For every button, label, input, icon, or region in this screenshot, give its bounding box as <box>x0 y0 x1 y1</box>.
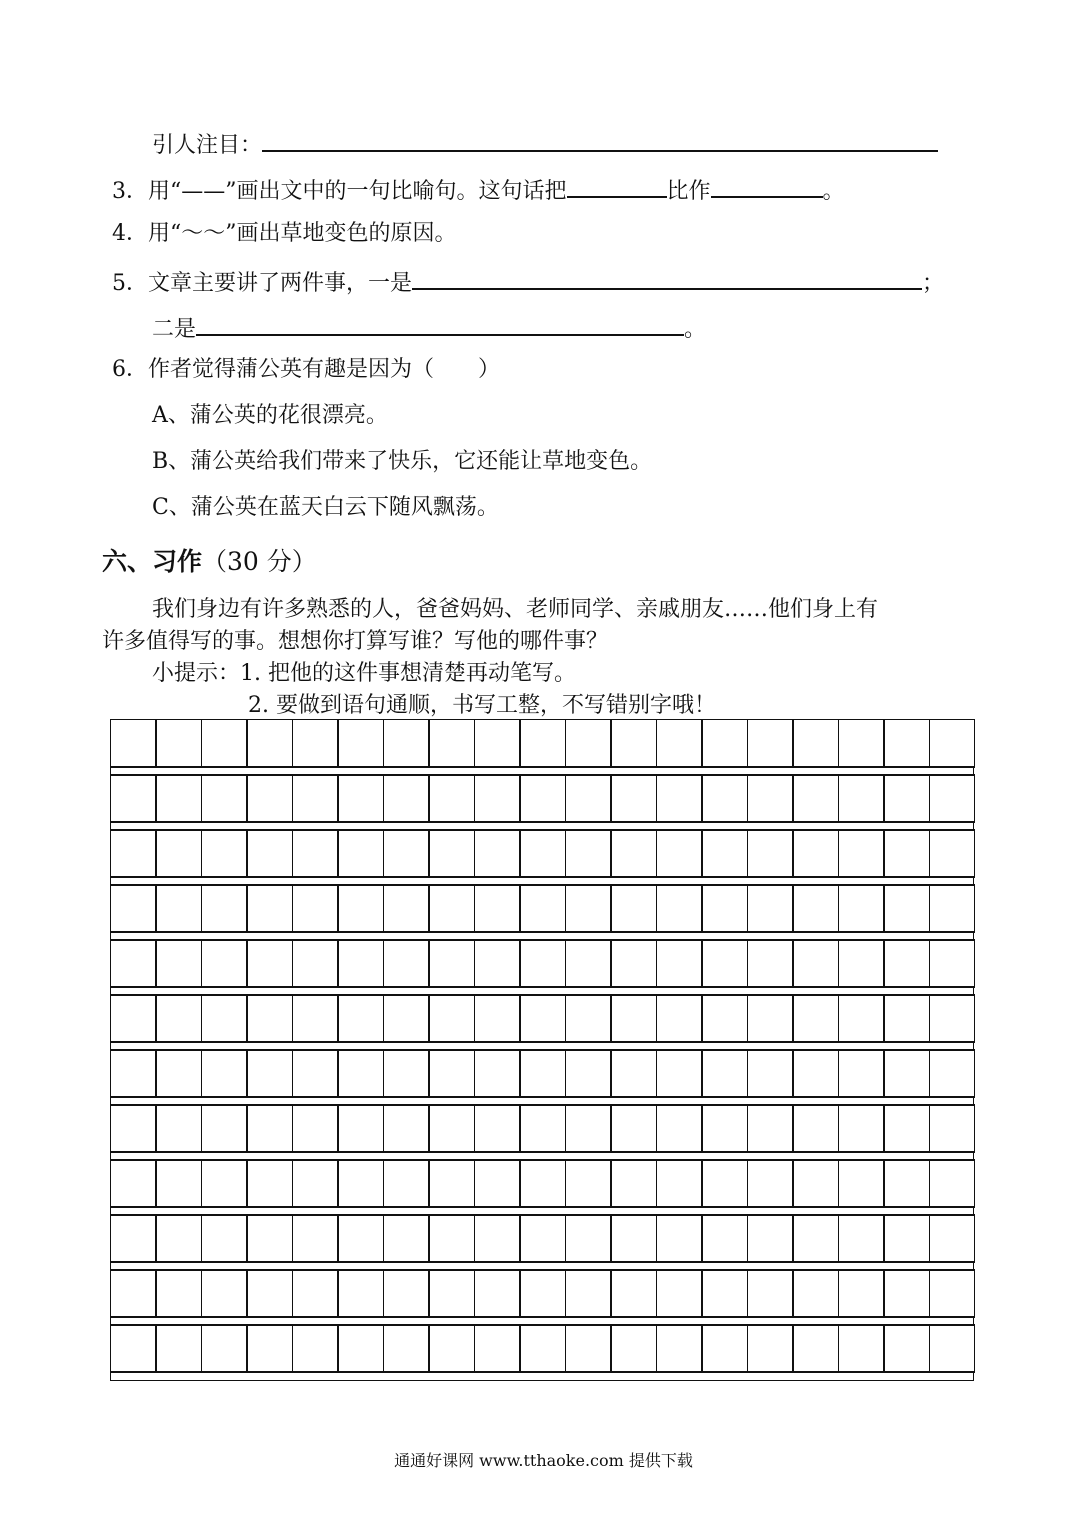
grid-cell[interactable] <box>610 939 657 988</box>
grid-cell[interactable] <box>201 829 248 878</box>
grid-cell[interactable] <box>383 774 430 823</box>
grid-cell[interactable] <box>519 1269 566 1318</box>
question-5-blank-b[interactable] <box>196 312 684 336</box>
grid-cell[interactable] <box>610 774 657 823</box>
grid-cell[interactable] <box>110 1269 157 1318</box>
question-3 <box>112 174 845 206</box>
question-3-blank-a[interactable] <box>567 174 667 198</box>
grid-cell[interactable] <box>474 719 521 768</box>
grid-cell[interactable] <box>656 1104 703 1153</box>
option-b[interactable]: B、蒲公英给我们带来了快乐，它还能让草地变色。 <box>152 449 653 474</box>
question-3-number: 3． <box>112 179 148 204</box>
grid-cell[interactable] <box>656 774 703 823</box>
grid-cell[interactable] <box>474 1104 521 1153</box>
grid-cell[interactable] <box>292 829 339 878</box>
grid-cell[interactable] <box>155 719 202 768</box>
grid-cell[interactable] <box>337 1049 384 1098</box>
grid-cell[interactable] <box>883 774 930 823</box>
grid-cell[interactable] <box>701 829 748 878</box>
grid-cell[interactable] <box>155 774 202 823</box>
grid-cell[interactable] <box>701 939 748 988</box>
grid-cell[interactable] <box>246 1269 293 1318</box>
grid-cell[interactable] <box>246 884 293 933</box>
grid-cell[interactable] <box>519 1104 566 1153</box>
grid-cell[interactable] <box>610 994 657 1043</box>
grid-cell[interactable] <box>838 774 885 823</box>
grid-cell[interactable] <box>792 1324 839 1373</box>
grid-cell[interactable] <box>838 1159 885 1208</box>
grid-cell[interactable] <box>110 939 157 988</box>
tip-2: 2. 要做到语句通顺，书写工整，不写错别字哦！ <box>248 693 716 718</box>
grid-cell[interactable] <box>610 1269 657 1318</box>
grid-cell[interactable] <box>155 884 202 933</box>
grid-cell[interactable] <box>701 1104 748 1153</box>
grid-row-spacer <box>110 1371 974 1381</box>
grid-cell[interactable] <box>929 1159 976 1208</box>
grid-cell[interactable] <box>337 1324 384 1373</box>
grid-cell[interactable] <box>337 774 384 823</box>
grid-cell[interactable] <box>747 719 794 768</box>
grid-cell[interactable] <box>292 1269 339 1318</box>
grid-cell[interactable] <box>838 719 885 768</box>
option-c[interactable]: C、蒲公英在蓝天白云下随风飘荡。 <box>152 495 499 520</box>
question-5-second-line <box>152 312 706 344</box>
section-6-points: （30 分） <box>202 547 317 576</box>
grid-cell[interactable] <box>201 1324 248 1373</box>
grid-cell[interactable] <box>747 939 794 988</box>
grid-cell[interactable] <box>292 994 339 1043</box>
grid-cell[interactable] <box>292 1104 339 1153</box>
grid-cell[interactable] <box>155 1214 202 1263</box>
grid-cell[interactable] <box>337 1269 384 1318</box>
grid-cell[interactable] <box>201 884 248 933</box>
section-6-title: 六、习作 <box>102 547 203 576</box>
grid-cell[interactable] <box>519 829 566 878</box>
grid-cell[interactable] <box>337 829 384 878</box>
grid-cell[interactable] <box>883 1159 930 1208</box>
grid-cell[interactable] <box>383 829 430 878</box>
grid-cell[interactable] <box>656 829 703 878</box>
grid-cell[interactable] <box>383 884 430 933</box>
grid-cell[interactable] <box>610 1324 657 1373</box>
question-4 <box>112 220 457 248</box>
grid-cell[interactable] <box>565 1159 612 1208</box>
question-2-line <box>152 128 938 160</box>
grid-cell[interactable] <box>701 774 748 823</box>
grid-cell[interactable] <box>201 1269 248 1318</box>
grid-cell[interactable] <box>519 884 566 933</box>
grid-cell[interactable] <box>565 994 612 1043</box>
grid-cell[interactable] <box>292 1049 339 1098</box>
grid-cell[interactable] <box>610 829 657 878</box>
grid-cell[interactable] <box>155 994 202 1043</box>
grid-cell[interactable] <box>747 829 794 878</box>
grid-cell[interactable] <box>519 1049 566 1098</box>
grid-cell[interactable] <box>383 994 430 1043</box>
grid-cell[interactable] <box>656 884 703 933</box>
grid-cell[interactable] <box>838 1104 885 1153</box>
grid-cell[interactable] <box>337 1104 384 1153</box>
grid-cell[interactable] <box>792 774 839 823</box>
grid-cell[interactable] <box>701 994 748 1043</box>
grid-cell[interactable] <box>883 939 930 988</box>
grid-cell[interactable] <box>929 829 976 878</box>
grid-cell[interactable] <box>701 1324 748 1373</box>
grid-cell[interactable] <box>656 994 703 1043</box>
question-6-text: 作者觉得蒲公英有趣是因为（ ） <box>148 357 501 382</box>
grid-cell[interactable] <box>292 1214 339 1263</box>
grid-cell[interactable] <box>155 1324 202 1373</box>
grid-cell[interactable] <box>656 719 703 768</box>
grid-cell[interactable] <box>110 994 157 1043</box>
grid-cell[interactable] <box>929 884 976 933</box>
grid-cell[interactable] <box>383 1214 430 1263</box>
question-3-text-b: 比作 <box>666 179 711 204</box>
grid-cell[interactable] <box>929 774 976 823</box>
grid-cell[interactable] <box>383 1269 430 1318</box>
grid-cell[interactable] <box>565 1269 612 1318</box>
footer-credit: 通通好课网 www.tthaoke.com 提供下载 <box>394 1451 693 1470</box>
grid-cell[interactable] <box>337 939 384 988</box>
grid-cell[interactable] <box>292 884 339 933</box>
question-5-text: 文章主要讲了两件事，一是 <box>148 271 413 296</box>
grid-cell[interactable] <box>474 1269 521 1318</box>
grid-cell[interactable] <box>110 1324 157 1373</box>
grid-cell[interactable] <box>201 994 248 1043</box>
grid-cell[interactable] <box>610 1049 657 1098</box>
grid-cell[interactable] <box>656 1214 703 1263</box>
grid-cell[interactable] <box>701 1214 748 1263</box>
grid-cell[interactable] <box>383 939 430 988</box>
question-6 <box>112 356 500 384</box>
grid-cell[interactable] <box>610 1104 657 1153</box>
grid-cell[interactable] <box>292 1324 339 1373</box>
grid-cell[interactable] <box>383 719 430 768</box>
grid-cell[interactable] <box>246 939 293 988</box>
grid-cell[interactable] <box>474 1214 521 1263</box>
grid-cell[interactable] <box>428 884 475 933</box>
grid-cell[interactable] <box>792 939 839 988</box>
grid-cell[interactable] <box>110 1214 157 1263</box>
grid-cell[interactable] <box>246 774 293 823</box>
grid-cell[interactable] <box>929 1214 976 1263</box>
grid-cell[interactable] <box>201 1214 248 1263</box>
question-5-number: 5． <box>112 271 148 296</box>
grid-cell[interactable] <box>838 829 885 878</box>
grid-cell[interactable] <box>337 994 384 1043</box>
question-4-number: 4． <box>112 221 148 246</box>
grid-cell[interactable] <box>110 1104 157 1153</box>
grid-cell[interactable] <box>792 1104 839 1153</box>
grid-cell[interactable] <box>656 1269 703 1318</box>
grid-cell[interactable] <box>565 884 612 933</box>
grid-cell[interactable] <box>929 1049 976 1098</box>
grid-cell[interactable] <box>929 719 976 768</box>
question-2-label: 引人注目： <box>152 133 263 158</box>
grid-cell[interactable] <box>701 1159 748 1208</box>
grid-cell[interactable] <box>838 939 885 988</box>
grid-cell[interactable] <box>292 719 339 768</box>
grid-cell[interactable] <box>883 994 930 1043</box>
grid-cell[interactable] <box>610 719 657 768</box>
grid-cell[interactable] <box>883 1104 930 1153</box>
grid-cell[interactable] <box>929 994 976 1043</box>
grid-cell[interactable] <box>838 994 885 1043</box>
tip-1: 1. 把他的这件事想清楚再动笔写。 <box>240 661 577 686</box>
grid-cell[interactable] <box>565 1214 612 1263</box>
grid-cell[interactable] <box>838 1269 885 1318</box>
grid-cell[interactable] <box>792 829 839 878</box>
question-5-second-label: 二是 <box>152 317 197 342</box>
question-3-end: 。 <box>822 179 845 204</box>
prompt-line-1: 我们身边有许多熟悉的人，爸爸妈妈、老师同学、亲戚朋友……他们身上有 <box>152 597 879 622</box>
grid-cell[interactable] <box>656 1049 703 1098</box>
grid-cell[interactable] <box>201 1159 248 1208</box>
question-5 <box>112 266 944 298</box>
grid-cell[interactable] <box>474 1159 521 1208</box>
grid-cell[interactable] <box>474 1049 521 1098</box>
grid-cell[interactable] <box>428 1269 475 1318</box>
grid-cell[interactable] <box>610 1214 657 1263</box>
grid-cell[interactable] <box>201 774 248 823</box>
grid-cell[interactable] <box>155 1269 202 1318</box>
grid-cell[interactable] <box>428 994 475 1043</box>
grid-cell[interactable] <box>656 1324 703 1373</box>
grid-cell[interactable] <box>747 1269 794 1318</box>
tip-label: 小提示： <box>152 661 241 686</box>
grid-cell[interactable] <box>883 829 930 878</box>
question-2-blank[interactable] <box>262 128 938 152</box>
grid-cell[interactable] <box>246 1324 293 1373</box>
grid-cell[interactable] <box>747 1049 794 1098</box>
grid-cell[interactable] <box>246 1049 293 1098</box>
section-6-heading <box>102 547 317 577</box>
grid-cell[interactable] <box>929 1104 976 1153</box>
grid-cell[interactable] <box>110 829 157 878</box>
grid-cell[interactable] <box>792 1269 839 1318</box>
grid-cell[interactable] <box>701 719 748 768</box>
grid-cell[interactable] <box>747 774 794 823</box>
grid-cell[interactable] <box>565 719 612 768</box>
grid-cell[interactable] <box>519 719 566 768</box>
grid-cell[interactable] <box>565 939 612 988</box>
question-6-number: 6． <box>112 357 148 382</box>
grid-cell[interactable] <box>792 994 839 1043</box>
grid-cell[interactable] <box>155 1159 202 1208</box>
grid-cell[interactable] <box>292 939 339 988</box>
grid-cell[interactable] <box>201 939 248 988</box>
grid-cell[interactable] <box>474 884 521 933</box>
grid-cell[interactable] <box>246 829 293 878</box>
grid-cell[interactable] <box>428 719 475 768</box>
grid-cell[interactable] <box>337 884 384 933</box>
grid-cell[interactable] <box>792 719 839 768</box>
question-4-text: 用“～～”画出草地变色的原因。 <box>148 221 457 246</box>
grid-cell[interactable] <box>565 1104 612 1153</box>
grid-cell[interactable] <box>701 884 748 933</box>
grid-cell[interactable] <box>428 939 475 988</box>
prompt-line-2: 许多值得写的事。想想你打算写谁？写他的哪件事？ <box>102 629 609 654</box>
question-5-semicolon: ； <box>922 271 945 296</box>
grid-cell[interactable] <box>201 719 248 768</box>
grid-cell[interactable] <box>929 1324 976 1373</box>
grid-cell[interactable] <box>428 1159 475 1208</box>
grid-cell[interactable] <box>246 719 293 768</box>
grid-cell[interactable] <box>428 1049 475 1098</box>
grid-cell[interactable] <box>292 774 339 823</box>
grid-cell[interactable] <box>701 1269 748 1318</box>
writing-grid[interactable] <box>110 719 974 1382</box>
grid-cell[interactable] <box>929 939 976 988</box>
grid-cell[interactable] <box>474 774 521 823</box>
grid-cell[interactable] <box>337 1159 384 1208</box>
grid-cell[interactable] <box>383 1324 430 1373</box>
grid-cell[interactable] <box>246 1159 293 1208</box>
grid-cell[interactable] <box>519 1214 566 1263</box>
grid-cell[interactable] <box>201 1049 248 1098</box>
grid-cell[interactable] <box>610 884 657 933</box>
grid-cell[interactable] <box>155 1104 202 1153</box>
grid-cell[interactable] <box>883 719 930 768</box>
grid-cell[interactable] <box>792 1049 839 1098</box>
grid-cell[interactable] <box>110 774 157 823</box>
grid-cell[interactable] <box>883 1214 930 1263</box>
grid-cell[interactable] <box>110 719 157 768</box>
grid-cell[interactable] <box>565 829 612 878</box>
grid-cell[interactable] <box>747 1324 794 1373</box>
question-3-text: 用“——”画出文中的一句比喻句。这句话把 <box>148 179 567 204</box>
grid-cell[interactable] <box>701 1049 748 1098</box>
grid-cell[interactable] <box>110 884 157 933</box>
grid-cell[interactable] <box>428 1324 475 1373</box>
grid-cell[interactable] <box>474 829 521 878</box>
option-a[interactable]: A、蒲公英的花很漂亮。 <box>152 403 388 428</box>
grid-cell[interactable] <box>883 1049 930 1098</box>
grid-cell[interactable] <box>747 1159 794 1208</box>
grid-cell[interactable] <box>883 884 930 933</box>
grid-cell[interactable] <box>337 1214 384 1263</box>
grid-cell[interactable] <box>474 939 521 988</box>
grid-cell[interactable] <box>610 1159 657 1208</box>
grid-cell[interactable] <box>519 774 566 823</box>
grid-cell[interactable] <box>747 1214 794 1263</box>
grid-cell[interactable] <box>792 1214 839 1263</box>
grid-cell[interactable] <box>519 939 566 988</box>
grid-cell[interactable] <box>428 829 475 878</box>
grid-cell[interactable] <box>792 884 839 933</box>
grid-cell[interactable] <box>474 994 521 1043</box>
grid-cell[interactable] <box>110 1159 157 1208</box>
grid-cell[interactable] <box>428 1214 475 1263</box>
grid-cell[interactable] <box>519 1324 566 1373</box>
grid-cell[interactable] <box>110 1049 157 1098</box>
grid-cell[interactable] <box>246 994 293 1043</box>
grid-cell[interactable] <box>565 774 612 823</box>
grid-cell[interactable] <box>155 829 202 878</box>
grid-cell[interactable] <box>883 1324 930 1373</box>
grid-cell[interactable] <box>838 1049 885 1098</box>
grid-cell[interactable] <box>383 1159 430 1208</box>
tip-line-1 <box>152 660 576 688</box>
grid-cell[interactable] <box>519 994 566 1043</box>
grid-cell[interactable] <box>428 774 475 823</box>
grid-cell[interactable] <box>428 1104 475 1153</box>
grid-cell[interactable] <box>337 719 384 768</box>
grid-cell[interactable] <box>656 939 703 988</box>
grid-cell[interactable] <box>838 884 885 933</box>
question-5-end: 。 <box>684 317 707 342</box>
grid-cell[interactable] <box>747 1104 794 1153</box>
grid-cell[interactable] <box>383 1049 430 1098</box>
grid-cell[interactable] <box>883 1269 930 1318</box>
grid-cell[interactable] <box>929 1269 976 1318</box>
grid-cell[interactable] <box>838 1324 885 1373</box>
grid-cell[interactable] <box>474 1324 521 1373</box>
grid-cell[interactable] <box>519 1159 566 1208</box>
question-5-blank-a[interactable] <box>412 266 922 290</box>
grid-cell[interactable] <box>155 939 202 988</box>
grid-cell[interactable] <box>792 1159 839 1208</box>
grid-cell[interactable] <box>656 1159 703 1208</box>
grid-cell[interactable] <box>201 1104 248 1153</box>
grid-cell[interactable] <box>838 1214 885 1263</box>
question-3-blank-b[interactable] <box>711 174 823 198</box>
grid-cell[interactable] <box>747 884 794 933</box>
grid-cell[interactable] <box>747 994 794 1043</box>
grid-cell[interactable] <box>246 1104 293 1153</box>
grid-cell[interactable] <box>246 1214 293 1263</box>
grid-cell[interactable] <box>383 1104 430 1153</box>
grid-cell[interactable] <box>565 1049 612 1098</box>
grid-cell[interactable] <box>292 1159 339 1208</box>
grid-cell[interactable] <box>155 1049 202 1098</box>
grid-cell[interactable] <box>565 1324 612 1373</box>
